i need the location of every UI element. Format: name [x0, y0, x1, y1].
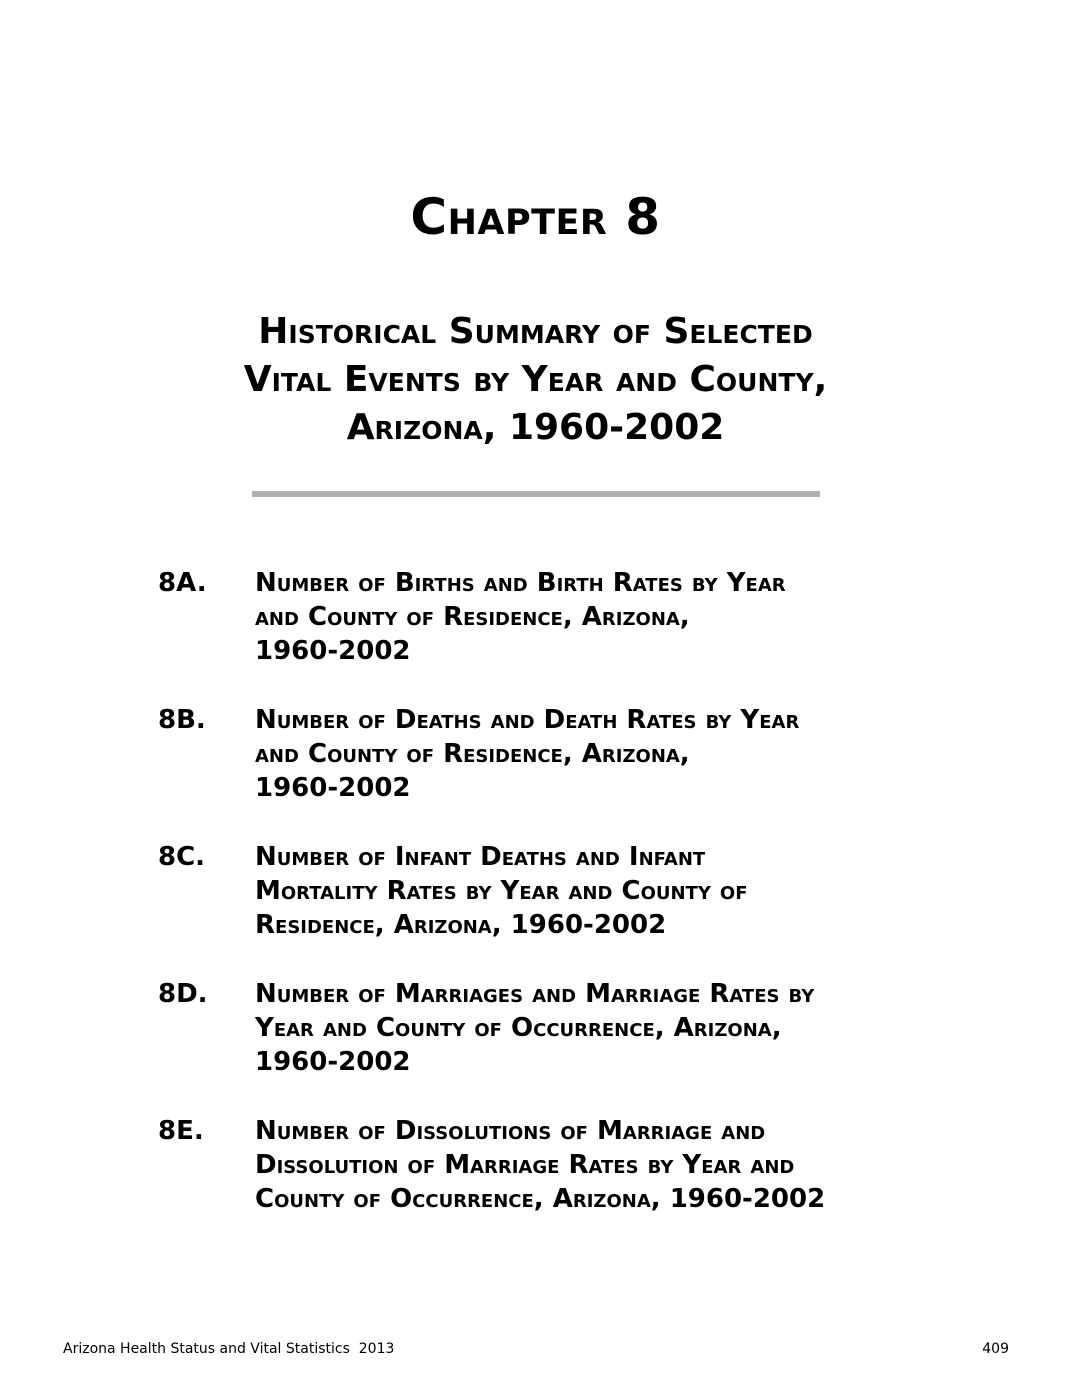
toc-title-line: Number of Marriages and Marriage Rates by: [255, 979, 815, 1009]
toc-title: [255, 703, 938, 805]
toc-title-line: County of Occurrence, Arizona, 1960-2002: [255, 1184, 826, 1214]
toc-title-line: and County of Residence, Arizona,: [255, 739, 690, 769]
toc-number: 8E.: [158, 1116, 204, 1146]
toc-title-line: Year and County of Occurrence, Arizona,: [255, 1013, 782, 1043]
table-of-contents: [158, 566, 938, 1251]
toc-title-line: Dissolution of Marriage Rates by Year and: [255, 1150, 795, 1180]
toc-item-8c[interactable]: [158, 840, 938, 942]
toc-title-line: 1960-2002: [255, 1047, 411, 1077]
toc-item-8e[interactable]: [158, 1114, 938, 1216]
toc-title-line: and County of Residence, Arizona,: [255, 602, 690, 632]
toc-number: 8A.: [158, 568, 207, 598]
toc-number: 8D.: [158, 979, 208, 1009]
toc-title-line: Number of Deaths and Death Rates by Year: [255, 705, 800, 735]
chapter-title: Chapter 8: [410, 188, 661, 246]
subtitle-line: Historical Summary of Selected: [258, 311, 813, 352]
toc-title-line: Residence, Arizona, 1960-2002: [255, 910, 667, 940]
subtitle-line: Arizona, 1960-2002: [346, 407, 725, 448]
toc-title-line: Mortality Rates by Year and County of: [255, 876, 748, 906]
toc-title-line: Number of Births and Birth Rates by Year: [255, 568, 786, 598]
footer-publication-title: Arizona Health Status and Vital Statistics 2013: [63, 1341, 395, 1357]
divider-rule: [252, 491, 820, 497]
chapter-subtitle: [60, 308, 1011, 452]
toc-item-8a[interactable]: [158, 566, 938, 668]
toc-title: [255, 977, 938, 1079]
toc-title-line: 1960-2002: [255, 773, 411, 803]
toc-title-line: Number of Dissolutions of Marriage and: [255, 1116, 766, 1146]
toc-item-8d[interactable]: [158, 977, 938, 1079]
page-number: 409: [982, 1341, 1009, 1357]
toc-title: [255, 1114, 938, 1216]
toc-number: 8B.: [158, 705, 206, 735]
toc-title: [255, 840, 938, 942]
subtitle-line: Vital Events by Year and County,: [243, 359, 828, 400]
toc-number: 8C.: [158, 842, 206, 872]
toc-title: [255, 566, 938, 668]
toc-item-8b[interactable]: [158, 703, 938, 805]
toc-title-line: 1960-2002: [255, 636, 411, 666]
toc-title-line: Number of Infant Deaths and Infant: [255, 842, 706, 872]
